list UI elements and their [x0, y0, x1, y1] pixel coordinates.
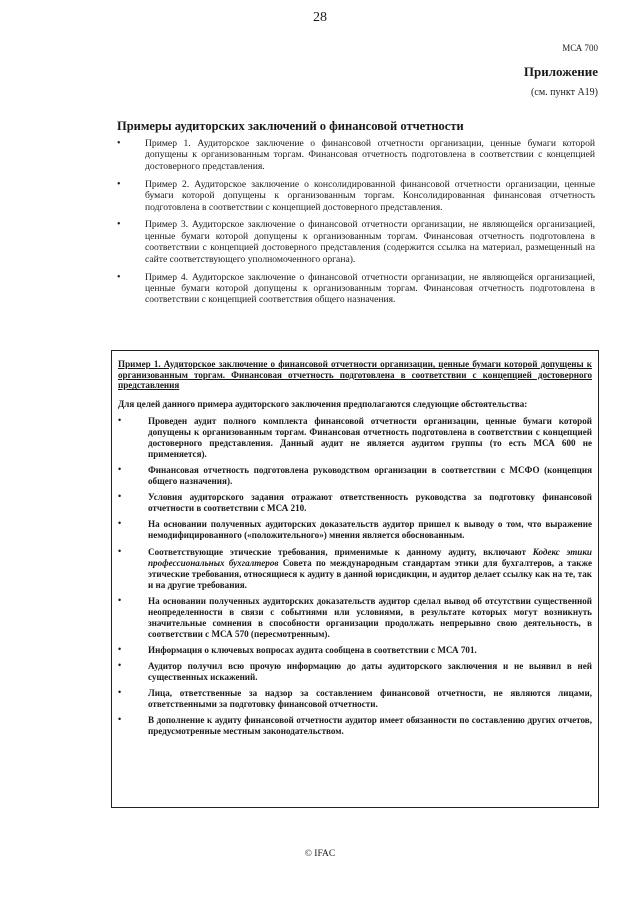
code-of-ethics-title: Кодекс этики профессиональных бухгалтеров [148, 546, 592, 568]
example-box [111, 350, 599, 808]
condition-item [118, 715, 592, 737]
condition-text: Информация о ключевых вопросах аудита сообщена в соответствии с МСА 701. [148, 644, 477, 655]
bullet-icon: • [117, 178, 121, 190]
box-title: Пример 1. Аудиторское заключение о финансовой отчетности организации, ценные бумаги которой допущены к организованным торгам. Финансовая отчетность подготовлена в соответствии с концепцией достоверного представления [118, 359, 592, 391]
bullet-icon: • [118, 687, 122, 698]
appendix-reference: (см. пункт А19) [531, 87, 598, 98]
conditions-list [118, 416, 592, 738]
condition-text-start: Соответствующие этические требования, применимые к данному аудиту, включают [148, 546, 533, 557]
examples-list [117, 138, 595, 312]
example-text: Пример 3. Аудиторское заключение о финансовой отчетности организации, не являющейся организацией, ценные бумаги которой допущены к организованным торгам. Финансовая отчетность подготовлена в соответствии с концепцией достоверного представления (содержится ссылка на материал, размещенный на сайте соответствующего уполномоченного органа). [145, 219, 595, 265]
condition-text: На основании полученных аудиторских доказательств аудитор сделал вывод об отсутствии существенной неопределенности в связи с событиями или условиями, в результате которых могут возникнуть значительные сомнения в способности организации продолжать непрерывно свою деятельность, в соответствии с МСА 570 (пересмотренным). [148, 595, 592, 639]
bullet-icon: • [118, 463, 122, 474]
condition-item [118, 596, 592, 640]
condition-text: Финансовая отчетность подготовлена руководством организации в соответствии с МСФО (концепция общего назначения). [148, 464, 592, 486]
condition-item [118, 492, 592, 514]
bullet-icon: • [118, 643, 122, 654]
condition-text-end: Совета по международным стандартам этики для бухгалтеров, а также этические требования, относящиеся к аудиту в данной юрисдикции, и аудитор делает ссылку как на те, так и на другие требования. [148, 557, 593, 590]
example-item [117, 138, 595, 172]
footer-copyright: © IFAC [304, 849, 336, 859]
example-text: Пример 4. Аудиторское заключение о финансовой отчетности организации, не являющейся организацией, ценные бумаги которой допущены к организованным торгам. Финансовая отчетность подготовлена в соответствии с концепцией соответствия общего назначения. [145, 271, 595, 306]
example-item [117, 179, 595, 213]
condition-item [118, 645, 592, 656]
condition-text: Условия аудиторского задания отражают ответственность руководства за подготовку финансовой отчетности в соответствии с МСА 210. [148, 492, 592, 514]
bullet-icon: • [118, 518, 122, 529]
bullet-icon: • [118, 660, 122, 671]
appendix-title: Приложение [523, 64, 598, 79]
condition-item [118, 416, 592, 460]
condition-item [118, 688, 592, 710]
condition-item [118, 661, 592, 683]
example-item [117, 272, 595, 306]
condition-item [118, 519, 592, 541]
box-intro: Для целей данного примера аудиторского заключения предполагаются следующие обстоятельства: [118, 398, 528, 409]
bullet-icon: • [118, 491, 122, 502]
condition-item [118, 547, 592, 591]
condition-text: Аудитор получил всю прочую информацию до даты аудиторского заключения и не выявил в ней существенных искажений. [148, 661, 592, 683]
example-item [117, 219, 595, 265]
example-text: Пример 1. Аудиторское заключение о финансовой отчетности организации, ценные бумаги которой допущены к организованным торгам. Финансовая отчетность подготовлена в соответствии с концепцией достоверного представления. [145, 138, 595, 172]
condition-text: На основании полученных аудиторских доказательств аудитор пришел к выводу о том, что выражение немодифицированного («положительного») мнения является обоснованным. [148, 519, 592, 541]
bullet-icon: • [118, 594, 122, 605]
document-code: МСА 700 [562, 43, 598, 53]
bullet-icon: • [117, 138, 121, 149]
bullet-icon: • [117, 271, 121, 283]
condition-item [118, 465, 592, 487]
condition-text: Проведен аудит полного комплекта финансовой отчетности организации, ценные бумаги которой допущены к организованным торгам. Финансовая отчетность подготовлена в соответствии с концепцией достоверного представления. Данный аудит не является аудитом группы (то есть МСА 600 не применяется). [148, 415, 592, 459]
page-number: 28 [313, 10, 327, 25]
bullet-icon: • [118, 545, 122, 556]
condition-text: Лица, ответственные за надзор за составлением финансовой отчетности, не являются лицами, ответственными за подготовку финансовой отчетности. [148, 688, 592, 710]
condition-text: В дополнение к аудиту финансовой отчетности аудитор имеет обязанности по составлению других отчетов, предусмотренные местным законодательством. [148, 715, 592, 737]
bullet-icon: • [118, 714, 122, 725]
bullet-icon: • [118, 414, 122, 425]
section-title: Примеры аудиторских заключений о финансовой отчетности [117, 119, 464, 133]
bullet-icon: • [117, 219, 121, 231]
example-text: Пример 2. Аудиторское заключение о консолидированной финансовой отчетности организации, ценные бумаги которой допущены к организованным торгам. Консолидированная финансовая отчетность подготовлена в соответствии с концепцией достоверного представления. [145, 178, 595, 213]
